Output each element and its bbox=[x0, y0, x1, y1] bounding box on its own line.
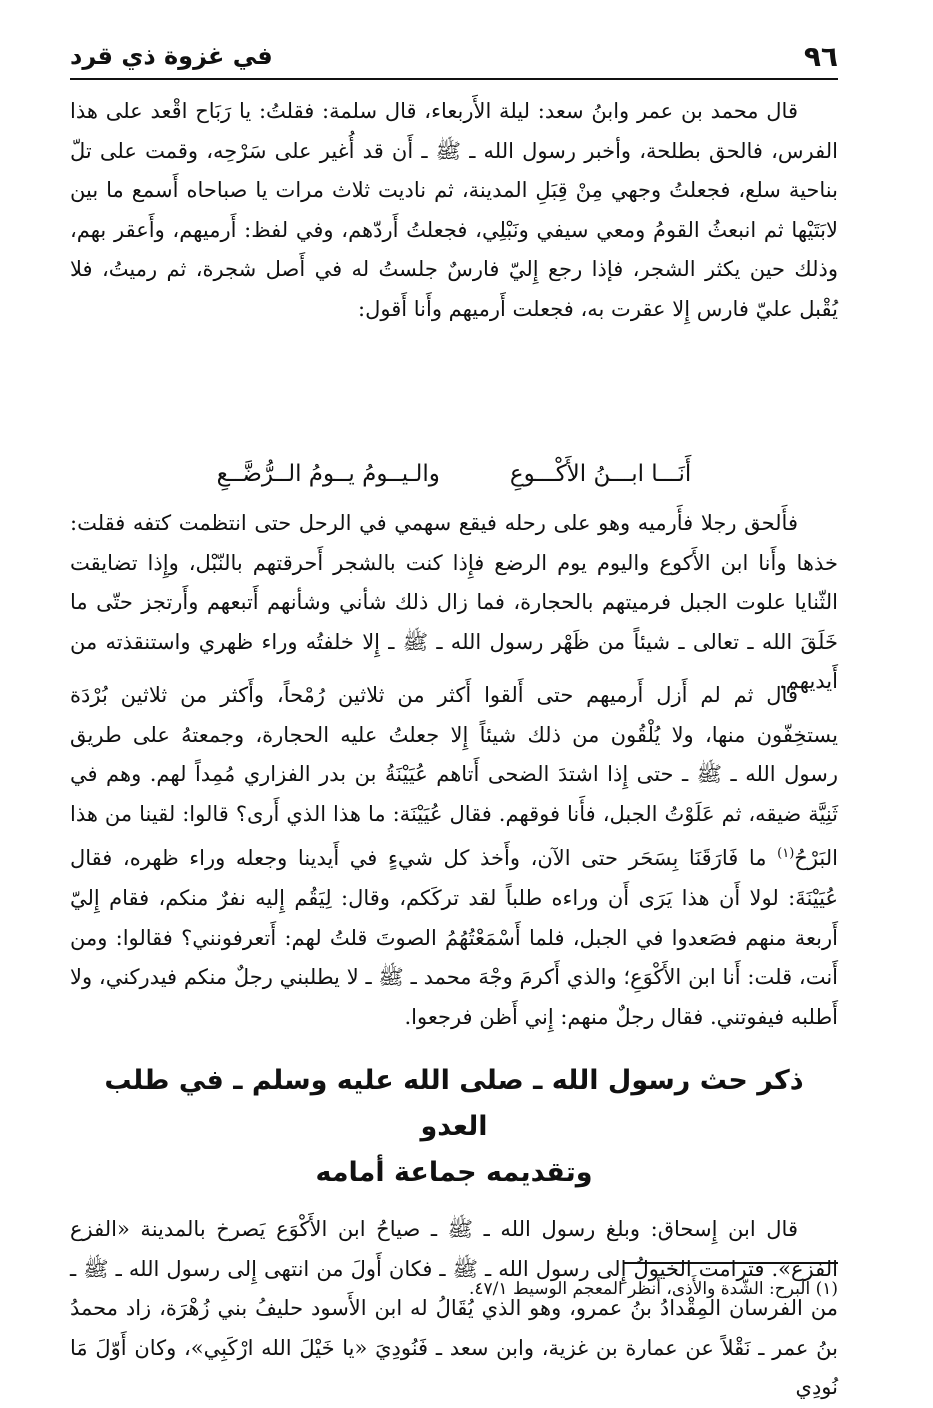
paragraph-text: قال ثم لم أَزل أَرميهم حتى أَلقوا أَكثر من ثلاثين رُمْحاً، وأَكثر من ثلاثين بُرْدَة يستخِفّون منها، ولا يُلْقُون من ذلك شيئاً إِلا جعلتُ عليه الحجارة، وجمعتهُ على طريق رسول الله ـ ﷺ ـ حتى إِذا اشتدَ الضحى أَتاهم عُيَيْنَةُ بن بدر الفزاري مُمِداً لهم. وهم في ثَنِيَّة ضيقه، ثم عَلَوْتُ الجبل، فأَنا فوقهم. فقال عُيَيْنَة: ما هذا الذي أَرى؟ قالوا: لقينا من هذا البَرْحُ bbox=[70, 683, 838, 871]
page-number: ٩٦ bbox=[803, 40, 838, 73]
section-heading-line: وتقديمه جماعة أمامه bbox=[315, 1157, 593, 1188]
page-header bbox=[70, 34, 838, 80]
footnote: (١) البرح: الشّدة والأَذى، أنظر المعجم الوسيط ٤٧/١. bbox=[469, 1279, 838, 1299]
paragraph-text-continued: ما فَارَقَنَا بِسَحَر حتى الآن، وأَخذ كل شيءٍ في أَيدينا وجعله وراء ظهره، فقال عُيَيْنَةَ: لولا أَن هذا يَرَى أَن وراءه طلباً لقد تركَكم، وقال: لِيَقُم إِليه نفرٌ منكم، فقام إِليّ أَربعة منهم فصَعدوا في الجبل، فلما أَسْمَعْتُهُمُ الصوتَ قلتُ لهم: أَتعرفونني؟ فقالوا: ومن أَنت، قلت: أَنا ابن الأَكْوَعِ؛ والذي أَكرمَ وجْهَ محمد ـ ﷺ ـ لا يطلبني رجلٌ منكم فيدركني، ولا أَطلبه فيفوتني. فقال رجلٌ منهم: إِني أَظن فرجعوا. bbox=[70, 846, 838, 1029]
verse-hemistich-right: أَنَـــا ابـــنُ الأَكْـــوعِ bbox=[509, 461, 692, 487]
section-heading bbox=[70, 1058, 838, 1196]
running-title: في غزوة ذي قرد bbox=[70, 42, 273, 70]
paragraph bbox=[70, 676, 838, 1040]
footnote-marker[interactable]: (١) bbox=[777, 846, 795, 862]
paragraph: قال محمد بن عمر وابنُ سعد: ليلة الأَربعاء، قال سلمة: فقلتُ: يا رَبَاح اقْعد على هذا الفرس، فالحق بطلحة، وأخبر رسول الله ـ ﷺ ـ أَن قد أُغير على سَرْحِه، وقمت على تلّ بناحية سلع، فجعلتُ وجهي مِنْ قِبَلِ المدينة، ثم ناديت ثلاث مرات يا صباحاه أَسمع ما بين لابَتَيْها ثم انبعثُ القومُ ومعي سيفي ونَبْلِي، فجعلتُ أَردّهم، وفي لفظ: أَرميهم، وأَعقر بهم، وذلك حين يكثر الشجر، فإذا رجع إِليّ فارسٌ جلستُ له في أَصل شجرة، ثم رميتُ، فلا يُقْبل عليّ فارس إِلا عقرت به، فجعلت أَرميهم وأَنا أَقول: bbox=[70, 99, 838, 321]
paragraph: قال ابن إِسحاق: وبلغ رسول الله ـ ﷺ ـ صياحُ ابن الأَكْوَع يَصرخ بالمدينة «الفزع الفزع». فترامت الخيولُ إِلى رسول الله ـ ﷺ ـ فكان أَولَ من انتهى إِلى رسول الله ـ ﷺ ـ من الفرسان المِقْدادُ بنُ عمرو، وهو الذي يُقَالُ له ابن الأَسود حليفُ بني زُهْرَة، زاد محمدُ بنُ عمر ـ نَقْلاً عن عمارة بن غزية، وابن سعد ـ فَنُودِيَ «يا خَيْلَ الله ارْكَبِي»، وكان أَوّلَ مَا نُودِي bbox=[70, 1217, 838, 1400]
verse-hemistich-left: والـيــومُ يــومُ الــرُّضَّــعِ bbox=[216, 461, 440, 487]
section-heading-line: ذكر حث رسول الله ـ صلى الله عليه وسلم ـ في طلب العدو bbox=[104, 1065, 804, 1142]
footnote-divider bbox=[623, 1262, 838, 1264]
poem-verse bbox=[70, 448, 838, 500]
page-body bbox=[70, 92, 838, 1400]
paragraph: فأَلحق رجلا فأَرميه وهو على رحله فيقع سهمي في الرحل حتى انتظمت كتفه فقلت: خذها وأَنا ابن الأَكوع واليوم يوم الرضع فإِذا كنت بالشجر أَحرقتهم بالنّبْل، وإِذا تضايقت الثّنايا علوت الجبل فرميتهم بالحجارة، فما زال ذلك شأني وشأنهم أَتبعهم وأَرتجز حتّى ما خَلَقَ الله ـ تعالى ـ شيئاً من ظَهْر رسول الله ـ ﷺ ـ إِلا خلفتُه وراء ظهري واستنقذته من أَيديهم. bbox=[70, 511, 838, 694]
